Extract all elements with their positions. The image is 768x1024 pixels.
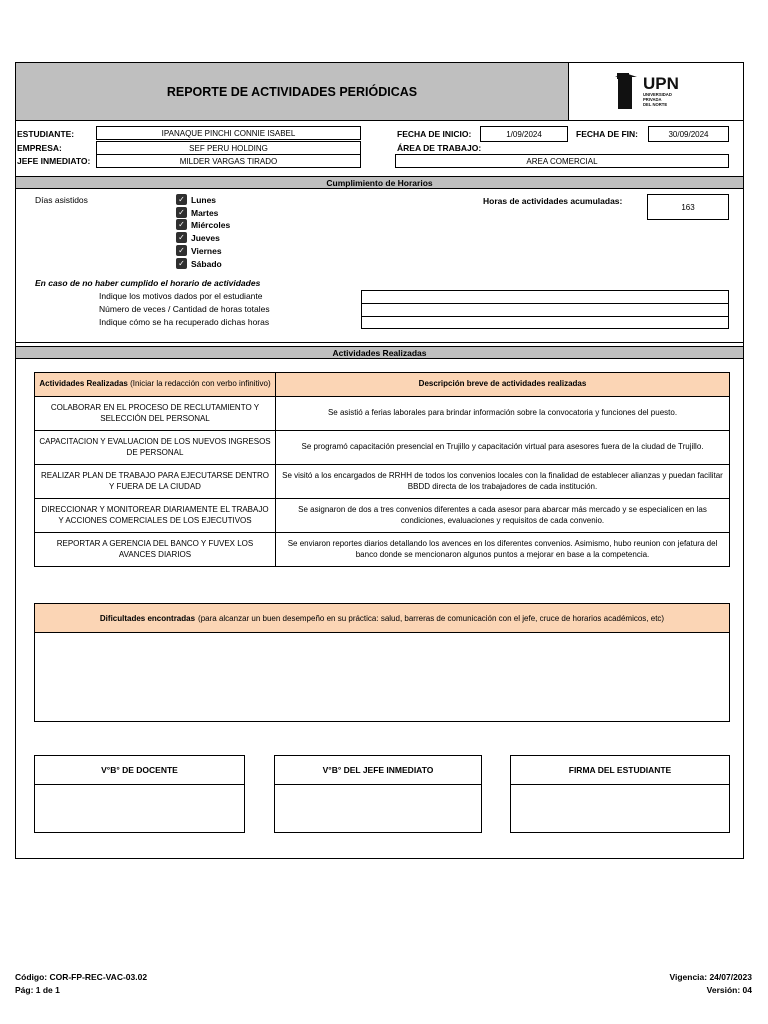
table-row: [35, 431, 730, 465]
table-header-row: [35, 373, 730, 397]
hours-field[interactable]: 163: [647, 194, 729, 220]
supervisor-label: JEFE INMEDIATO:: [17, 156, 91, 166]
table-row: [35, 499, 730, 533]
activity-cell[interactable]: COLABORAR EN EL PROCESO DE RECLUTAMIENTO Y SELECCIÓN DEL PERSONAL: [35, 397, 276, 431]
activities-column-header: Actividades Realizadas (Iniciar la redacción con verbo infinitivo): [35, 373, 276, 397]
activities-table: [34, 372, 730, 567]
activity-cell[interactable]: REALIZAR PLAN DE TRABAJO PARA EJECUTARSE DENTRO Y FUERA DE LA CIUDAD: [35, 465, 276, 499]
footer-version: Versión: 04: [706, 985, 752, 995]
footer-page: Pág: 1 de 1: [15, 985, 60, 995]
activity-cell[interactable]: CAPACITACION Y EVALUACION DE LOS NUEVOS INGRESOS DE PERSONAL: [35, 431, 276, 465]
footer-validity: Vigencia: 24/07/2023: [669, 972, 752, 982]
divider: [16, 120, 743, 121]
teacher-signature-box: [34, 755, 245, 833]
day-tuesday[interactable]: ✓ Martes: [176, 207, 218, 218]
table-row: [35, 533, 730, 567]
description-cell[interactable]: Se asistió a ferias laborales para brindar información sobre la convocatoria y funciones del puesto.: [276, 397, 730, 431]
description-cell[interactable]: Se programó capacitación presencial en Trujillo y capacitación virtual para asesores fuera de la ciudad de Trujillo.: [276, 431, 730, 465]
difficulties-box: [34, 603, 730, 722]
noncompliance-recovery-label: Indique cómo se ha recuperado dichas horas: [99, 317, 270, 327]
noncompliance-recovery-field[interactable]: [361, 316, 729, 329]
schedule-section-title: Cumplimiento de Horarios: [16, 176, 743, 189]
noncompliance-count-label: Número de veces / Cantidad de horas totales: [99, 304, 270, 314]
divider: [16, 342, 743, 343]
student-signature-label: FIRMA DEL ESTUDIANTE: [511, 756, 729, 785]
start-date-field[interactable]: 1/09/2024: [480, 126, 568, 142]
checked-icon: ✓: [176, 258, 187, 269]
svg-text:PRIVADA: PRIVADA: [643, 97, 662, 102]
checked-icon: ✓: [176, 245, 187, 256]
student-label: ESTUDIANTE:: [17, 129, 75, 139]
day-wednesday[interactable]: ✓ Miércoles: [176, 219, 230, 230]
upn-logo-icon: [615, 73, 637, 109]
work-area-label: ÁREA DE TRABAJO:: [397, 143, 482, 153]
company-label: EMPRESA:: [17, 143, 62, 153]
footer-code: Código: COR-FP-REC-VAC-03.02: [15, 972, 148, 982]
hours-label: Horas de actividades acumuladas:: [483, 196, 623, 206]
checked-icon: ✓: [176, 219, 187, 230]
description-cell[interactable]: Se visitó a los encargados de RRHH de todos los convenios locales con la finalidad de establecer alianzas y puedan facilitar BBDD directa de los trabajadores de cada institución.: [276, 465, 730, 499]
start-date-label: FECHA DE INICIO:: [397, 129, 472, 139]
student-signature-box: [510, 755, 730, 833]
noncompliance-count-field[interactable]: [361, 303, 729, 317]
svg-text:DEL NORTE: DEL NORTE: [643, 102, 668, 107]
description-cell[interactable]: Se asignaron de dos a tres convenios diferentes a cada asesor para abarcar más mercado y se especialicen en las condiciones, evaluaciones y requisitos de cada convenio.: [276, 499, 730, 533]
student-signature-field[interactable]: [511, 785, 729, 832]
report-title: REPORTE DE ACTIVIDADES PERIÓDICAS: [16, 63, 569, 120]
difficulties-header: Dificultades encontradas (para alcanzar un buen desempeño en su práctica: salud, barreras de comunicación con el jefe, cruce de horarios académicos, etc): [35, 604, 729, 633]
supervisor-signature-field[interactable]: [275, 785, 481, 832]
checked-icon: ✓: [176, 194, 187, 205]
table-row: [35, 465, 730, 499]
supervisor-field[interactable]: MILDER VARGAS TIRADO: [96, 154, 361, 168]
days-label: Días asistidos: [35, 195, 88, 205]
activities-section-title: Actividades Realizadas: [16, 346, 743, 359]
noncompliance-title: En caso de no haber cumplido el horario de actividades: [35, 278, 261, 288]
teacher-signature-label: V°B° DE DOCENTE: [35, 756, 244, 785]
student-field[interactable]: IPANAQUE PINCHI CONNIE ISABEL: [96, 126, 361, 140]
noncompliance-reason-label: Indique los motivos dados por el estudiante: [99, 291, 263, 301]
checked-icon: ✓: [176, 232, 187, 243]
work-area-field[interactable]: AREA COMERCIAL: [395, 154, 729, 168]
description-column-header: Descripción breve de actividades realizadas: [276, 373, 730, 397]
company-field[interactable]: SEF PERU HOLDING: [96, 141, 361, 155]
day-thursday[interactable]: ✓ Jueves: [176, 232, 220, 243]
day-friday[interactable]: ✓ Viernes: [176, 245, 222, 256]
logo-wordmark: UPN: [643, 74, 679, 93]
table-row: [35, 397, 730, 431]
end-date-field[interactable]: 30/09/2024: [648, 126, 729, 142]
svg-text:UNIVERSIDAD: UNIVERSIDAD: [643, 92, 672, 97]
teacher-signature-field[interactable]: [35, 785, 244, 832]
day-monday[interactable]: ✓ Lunes: [176, 194, 216, 205]
end-date-label: FECHA DE FIN:: [576, 129, 639, 139]
day-saturday[interactable]: ✓ Sábado: [176, 258, 222, 269]
difficulties-field[interactable]: [35, 633, 729, 721]
noncompliance-reason-field[interactable]: [361, 290, 729, 304]
activity-cell[interactable]: REPORTAR A GERENCIA DEL BANCO Y FUVEX LOS AVANCES DIARIOS: [35, 533, 276, 567]
checked-icon: ✓: [176, 207, 187, 218]
activity-cell[interactable]: DIRECCIONAR Y MONITOREAR DIARIAMENTE EL TRABAJO Y ACCIONES COMERCIALES DE LOS EJECUTIVOS: [35, 499, 276, 533]
supervisor-signature-label: V°B° DEL JEFE INMEDIATO: [275, 756, 481, 785]
upn-logo: [571, 63, 743, 120]
report-frame: [15, 62, 744, 859]
supervisor-signature-box: [274, 755, 482, 833]
description-cell[interactable]: Se enviaron reportes diarios detallando los avences en los diferentes convenios. Asimismo, hubo reunion con jefatura del banco donde se mencionaron algunos puntos a mejorar en base a la competencia.: [276, 533, 730, 567]
